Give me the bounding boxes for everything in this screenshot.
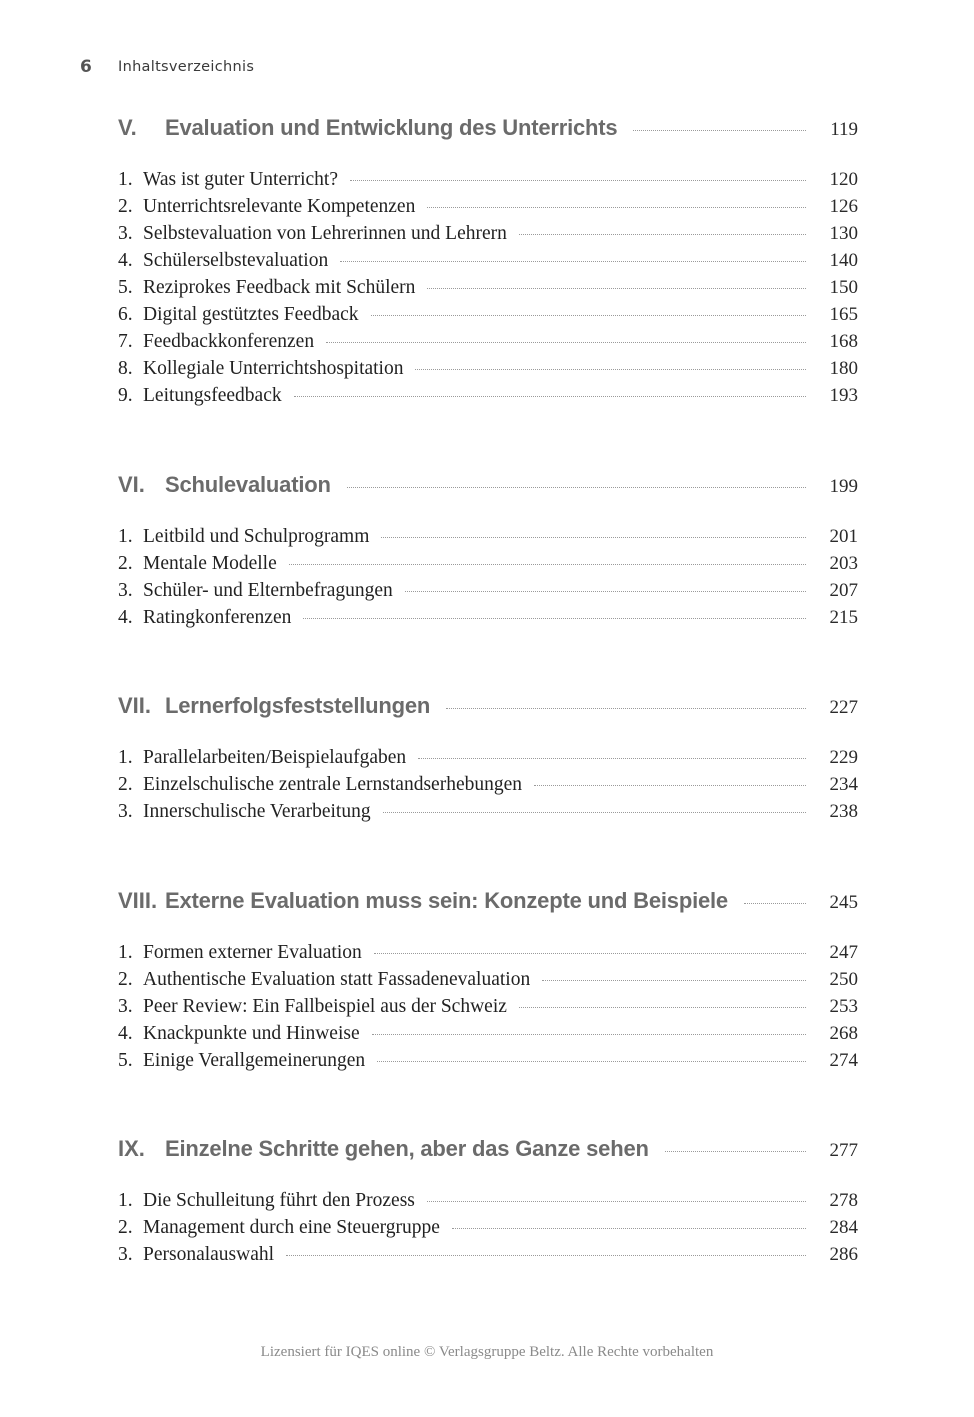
dot-leader (519, 232, 806, 235)
entry-page-number: 193 (829, 385, 858, 406)
entry-number: 8. (118, 358, 133, 379)
entry-number: 4. (118, 1023, 133, 1044)
entry-number: 1. (118, 942, 133, 963)
chapter-page-number: 245 (829, 892, 858, 913)
entry-title: Schülerselbstevaluation (143, 250, 329, 271)
chapter-entries (118, 942, 858, 1077)
dot-leader (633, 128, 806, 131)
entry-page-number: 284 (829, 1217, 858, 1238)
toc-entry[interactable] (118, 607, 858, 634)
dot-leader (294, 394, 806, 397)
dot-leader (542, 978, 806, 981)
entry-number: 2. (118, 553, 133, 574)
dot-leader (405, 589, 806, 592)
dot-leader (347, 485, 806, 488)
toc-entry[interactable] (118, 250, 858, 277)
chapter-title: Schulevaluation (165, 472, 331, 497)
entry-title: Knackpunkte und Hinweise (143, 1023, 360, 1044)
toc-chapter (118, 888, 858, 1077)
entry-page-number: 150 (829, 277, 858, 298)
dot-leader (383, 810, 806, 813)
entry-title: Management durch eine Steuergruppe (143, 1217, 440, 1238)
entry-page-number: 247 (829, 942, 858, 963)
entry-number: 4. (118, 607, 133, 628)
entry-title: Innerschulische Verarbeitung (143, 801, 371, 822)
entry-page-number: 268 (829, 1023, 858, 1044)
dot-leader (418, 756, 806, 759)
toc-entry[interactable] (118, 1244, 858, 1271)
entry-title: Selbstevaluation von Lehrerinnen und Lehrern (143, 223, 507, 244)
toc-entry[interactable] (118, 277, 858, 304)
toc-entry[interactable] (118, 942, 858, 969)
entry-title: Leitbild und Schulprogramm (143, 526, 370, 547)
entry-page-number: 207 (829, 580, 858, 601)
entry-page-number: 274 (829, 1050, 858, 1071)
entry-title: Leitungsfeedback (143, 385, 282, 406)
entry-page-number: 126 (829, 196, 858, 217)
toc-chapter (118, 693, 858, 828)
entry-number: 6. (118, 304, 133, 325)
entry-number: 3. (118, 580, 133, 601)
dot-leader (286, 1253, 806, 1256)
dot-leader (519, 1005, 806, 1008)
entry-number: 1. (118, 1190, 133, 1211)
dot-leader (326, 340, 806, 343)
toc-entry[interactable] (118, 1023, 858, 1050)
dot-leader (371, 313, 806, 316)
chapter-number: VIII. (118, 888, 158, 913)
toc-entry[interactable] (118, 996, 858, 1023)
entry-page-number: 168 (829, 331, 858, 352)
chapter-title: Lernerfolgsfeststellungen (165, 693, 431, 718)
dot-leader (381, 535, 806, 538)
entry-number: 3. (118, 1244, 133, 1265)
dot-leader (377, 1059, 806, 1062)
chapter-title: Evaluation und Entwicklung des Unterrichts (165, 115, 618, 140)
chapter-entries (118, 526, 858, 634)
toc-entry[interactable] (118, 196, 858, 223)
entry-page-number: 286 (829, 1244, 858, 1265)
entry-number: 3. (118, 223, 133, 244)
toc-entry[interactable] (118, 223, 858, 250)
entry-number: 5. (118, 277, 133, 298)
entry-page-number: 238 (829, 801, 858, 822)
entry-page-number: 130 (829, 223, 858, 244)
toc-entry[interactable] (118, 801, 858, 828)
running-head (80, 56, 254, 78)
toc-entry[interactable] (118, 1217, 858, 1244)
dot-leader (350, 178, 806, 181)
dot-leader (289, 562, 806, 565)
entry-title: Was ist guter Unterricht? (143, 169, 338, 190)
entry-page-number: 120 (829, 169, 858, 190)
running-head-title: Inhaltsverzeichnis (118, 59, 255, 75)
entry-number: 3. (118, 996, 133, 1017)
toc-entry[interactable] (118, 169, 858, 196)
entry-title: Unterrichtsrelevante Kompetenzen (143, 196, 416, 217)
entry-page-number: 234 (829, 774, 858, 795)
chapter-number: IX. (118, 1136, 145, 1161)
entry-title: Einzelschulische zentrale Lernstandserhebungen (143, 774, 523, 795)
chapter-number: VII. (118, 693, 152, 718)
dot-leader (452, 1226, 806, 1229)
entry-page-number: 215 (829, 607, 858, 628)
license-footer: Lizensiert für IQES online © Verlagsgruppe Beltz. Alle Rechte vorbehalten (260, 1344, 714, 1360)
toc-entry[interactable] (118, 385, 858, 412)
chapter-heading[interactable] (118, 115, 858, 145)
dot-leader (446, 706, 806, 709)
chapter-entries (118, 1190, 858, 1271)
entry-title: Einige Verallgemeinerungen (143, 1050, 366, 1071)
toc-entry[interactable] (118, 747, 858, 774)
dot-leader (665, 1149, 806, 1152)
dot-leader (427, 286, 806, 289)
entry-title: Feedbackkonferenzen (143, 331, 315, 352)
dot-leader (744, 901, 806, 904)
dot-leader (427, 205, 806, 208)
toc-entry[interactable] (118, 969, 858, 996)
entry-page-number: 250 (829, 969, 858, 990)
dot-leader (534, 783, 806, 786)
dot-leader (415, 367, 806, 370)
toc-chapter (118, 1136, 858, 1271)
dot-leader (340, 259, 806, 262)
toc-entry[interactable] (118, 331, 858, 358)
entry-page-number: 253 (829, 996, 858, 1017)
entry-page-number: 165 (829, 304, 858, 325)
chapter-number: VI. (118, 472, 145, 497)
entry-title: Die Schulleitung führt den Prozess (143, 1190, 415, 1211)
chapter-page-number: 119 (830, 119, 858, 140)
entry-number: 1. (118, 169, 133, 190)
chapter-heading[interactable] (118, 472, 858, 502)
entry-title: Digital gestütztes Feedback (143, 304, 359, 325)
entry-number: 2. (118, 196, 133, 217)
toc-chapter (118, 472, 858, 634)
entry-page-number: 140 (829, 250, 858, 271)
dot-leader (374, 951, 806, 954)
toc-entry[interactable] (118, 358, 858, 385)
entry-title: Ratingkonferenzen (143, 607, 292, 628)
entry-number: 2. (118, 969, 133, 990)
chapter-heading[interactable] (118, 693, 858, 723)
chapter-heading[interactable] (118, 888, 858, 918)
entry-number: 2. (118, 1217, 133, 1238)
toc-chapter (118, 115, 858, 412)
entry-title: Reziprokes Feedback mit Schülern (143, 277, 416, 298)
toc-entry[interactable] (118, 526, 858, 553)
entry-page-number: 180 (829, 358, 858, 379)
chapter-entries (118, 169, 858, 412)
entry-title: Kollegiale Unterrichtshospitation (143, 358, 404, 379)
toc-entry[interactable] (118, 774, 858, 801)
entry-page-number: 201 (829, 526, 858, 547)
chapter-heading[interactable] (118, 1136, 858, 1166)
entry-title: Peer Review: Ein Fallbeispiel aus der Schweiz (143, 996, 507, 1017)
entry-number: 5. (118, 1050, 133, 1071)
entry-number: 1. (118, 747, 133, 768)
dot-leader (427, 1199, 806, 1202)
entry-title: Parallelarbeiten/Beispielaufgaben (143, 747, 407, 768)
dot-leader (303, 616, 806, 619)
chapter-page-number: 227 (829, 697, 858, 718)
chapter-page-number: 277 (829, 1140, 858, 1161)
entry-number: 9. (118, 385, 133, 406)
chapter-title: Externe Evaluation muss sein: Konzepte und Beispiele (165, 888, 728, 913)
entry-number: 4. (118, 250, 133, 271)
chapter-title: Einzelne Schritte gehen, aber das Ganze sehen (165, 1136, 649, 1161)
entry-page-number: 229 (829, 747, 858, 768)
toc-entry[interactable] (118, 580, 858, 607)
entry-page-number: 278 (829, 1190, 858, 1211)
dot-leader (372, 1032, 806, 1035)
chapter-number: V. (118, 115, 137, 140)
entry-title: Schüler- und Elternbefragungen (143, 580, 393, 601)
toc-entry[interactable] (118, 1190, 858, 1217)
page-number: 6 (80, 57, 92, 77)
entry-title: Personalauswahl (143, 1244, 275, 1265)
entry-title: Mentale Modelle (143, 553, 277, 574)
toc-entry[interactable] (118, 553, 858, 580)
entry-number: 1. (118, 526, 133, 547)
entry-number: 3. (118, 801, 133, 822)
chapter-entries (118, 747, 858, 828)
entry-title: Formen externer Evaluation (143, 942, 362, 963)
entry-page-number: 203 (829, 553, 858, 574)
chapter-page-number: 199 (829, 476, 858, 497)
entry-number: 7. (118, 331, 133, 352)
toc-entry[interactable] (118, 1050, 858, 1077)
entry-title: Authentische Evaluation statt Fassadenevaluation (143, 969, 531, 990)
entry-number: 2. (118, 774, 133, 795)
toc-entry[interactable] (118, 304, 858, 331)
